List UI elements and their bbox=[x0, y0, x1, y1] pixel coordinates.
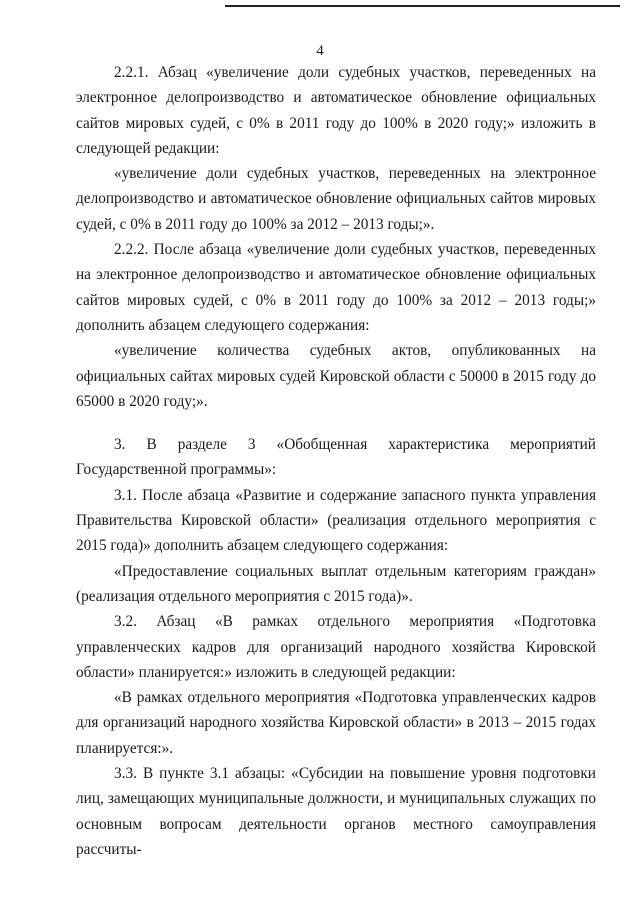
paragraph-2-2-1: 2.2.1. Абзац «увеличение доли судебных участков, переведенных на электронное делопроизводство и автоматическое обновление официальных сайтов мировых судей, с 0% в 2011 году до 100% в 2020 году;» изложить в следующей редакции: bbox=[76, 64, 596, 157]
paragraph-2-2-1-new-text: «увеличение доли судебных участков, переведенных на электронное делопроизводство и автоматическое обновление официальных сайтов мировых судей, с 0% в 2011 году до 100% за 2012 – 2013 годы;». bbox=[76, 165, 596, 233]
paragraph-2-2-2-new-text: «увеличение количества судебных актов, опубликованных на официальных сайтах мировых судей Кировской области с 50000 в 2015 году до 65000 в 2020 году;». bbox=[76, 342, 596, 410]
paragraph-3-2: 3.2. Абзац «В рамках отдельного мероприятия «Подготовка управленческих кадров для организаций народного хозяйства Кировской области» планируется:» изложить в следующей редакции: bbox=[76, 613, 596, 681]
paragraph-3-1: 3.1. После абзаца «Развитие и содержание запасного пункта управления Правительства Кировской области» (реализация отдельного мероприятия с 2015 года)» дополнить абзацем следующего содержания: bbox=[76, 486, 596, 555]
paragraph-3-1-new-text: «Предоставление социальных выплат отдельным категориям граждан» (реализация отдельного мероприятия с 2015 года)». bbox=[76, 562, 596, 605]
paragraph-2-2-2: 2.2.2. После абзаца «увеличение доли судебных участков, переведенных на электронное делопроизводство и автоматическое обновление официальных сайтов мировых судей, с 0% в 2011 году до 100% за 2012 – 2013 годы;» дополнить абзацем следующего содержания: bbox=[76, 241, 596, 334]
page-number: 4 bbox=[316, 43, 324, 59]
paragraph-3-2-new-text: «В рамках отдельного мероприятия «Подготовка управленческих кадров для организаций народного хозяйства Кировской области» в 2013 – 2015 годах планируется:». bbox=[76, 689, 596, 757]
paragraph-3-3: 3.3. В пункте 3.1 абзацы: «Субсидии на повышение уровня подготовки лиц, замещающих муниципальные должности, и муниципальных служащих по основным вопросам деятельности органов местного самоуправления рассчиты- bbox=[76, 765, 596, 858]
section-gap bbox=[76, 414, 596, 432]
paragraph-section-3: 3. В разделе 3 «Обобщенная характеристика мероприятий Государственной программы»: bbox=[76, 436, 596, 479]
top-rule bbox=[225, 5, 620, 7]
document-body bbox=[76, 60, 596, 862]
